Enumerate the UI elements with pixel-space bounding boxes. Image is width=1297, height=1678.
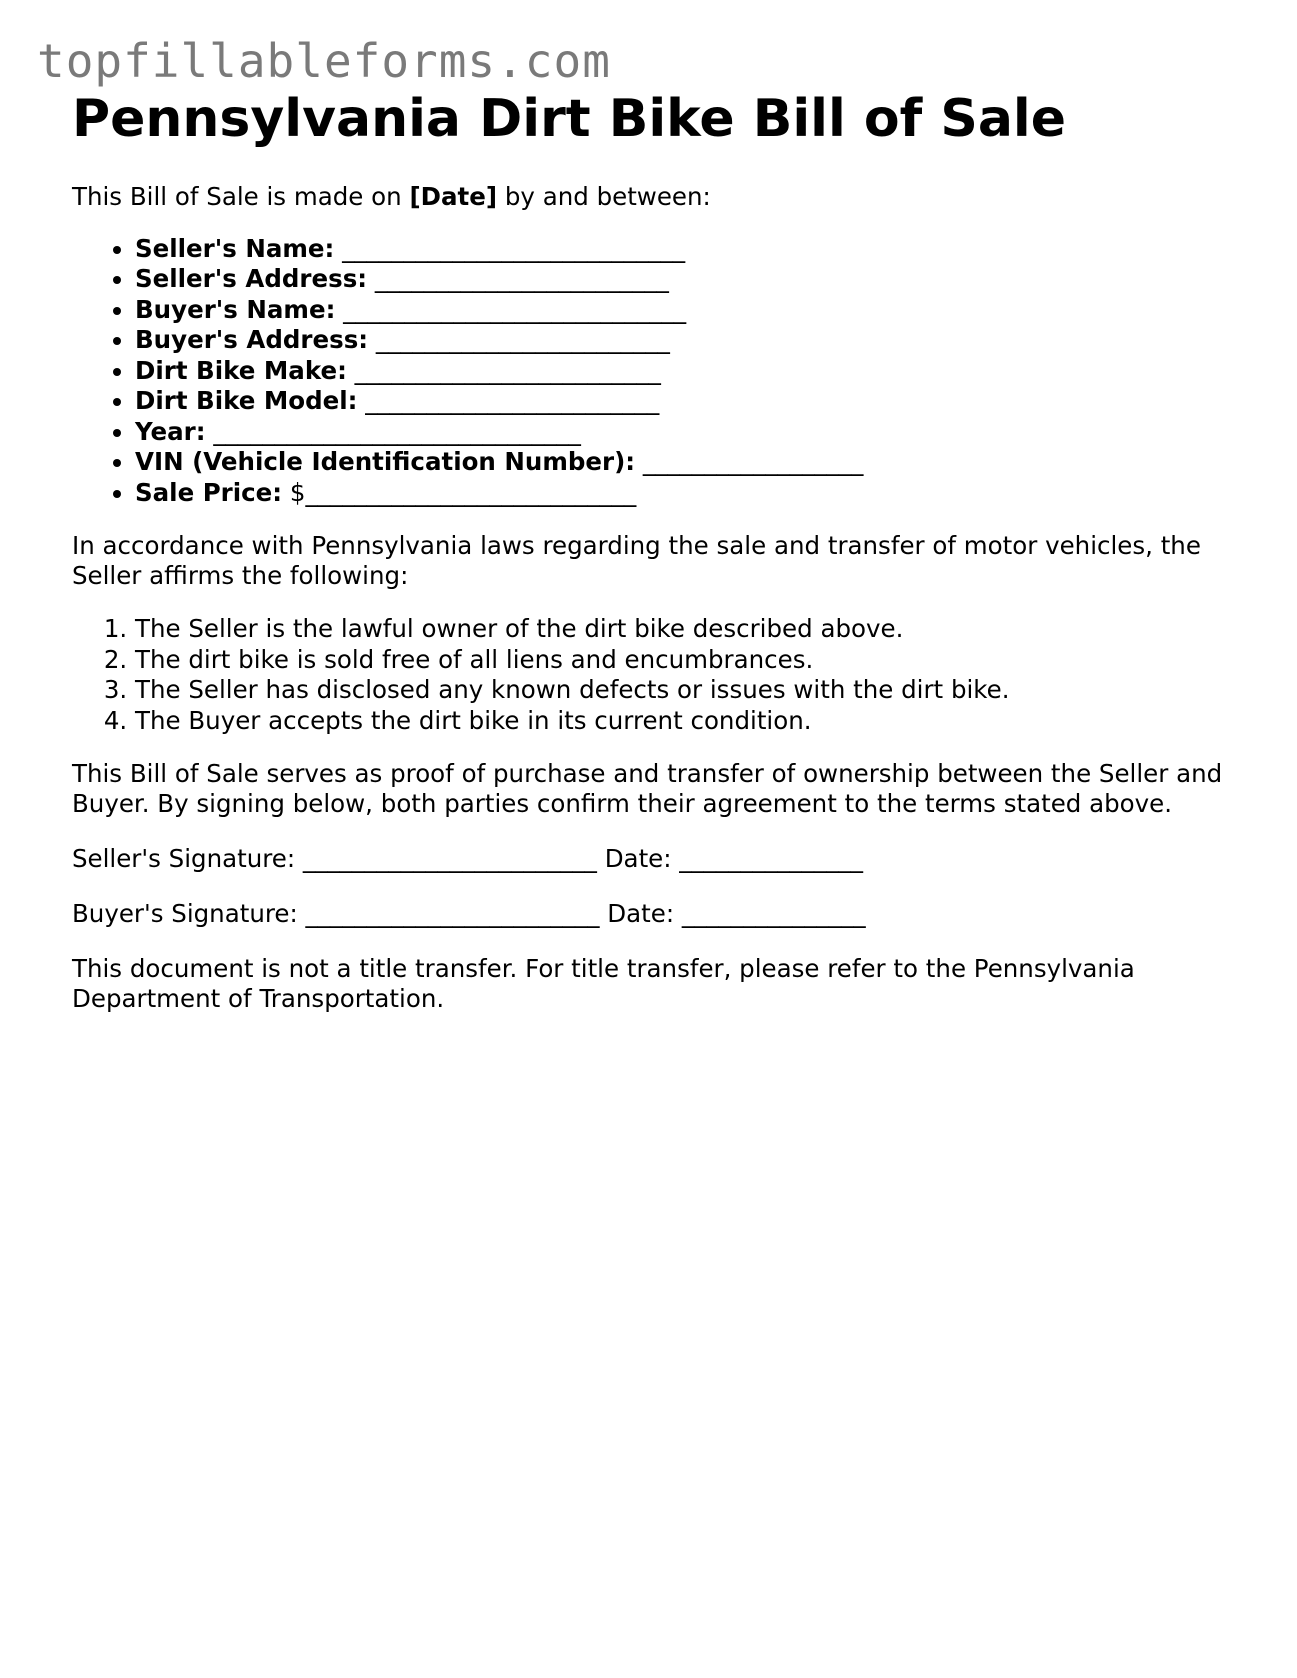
field-label: Seller's Address: [135, 264, 368, 294]
seller-signature-line[interactable]: Seller's Signature: ________________________ Date: _______________ [72, 844, 864, 874]
affirmation-item: 4. The Buyer accepts the dirt bike in its current condition. [135, 706, 1232, 737]
field-label: Buyer's Address: [135, 325, 369, 355]
affirmation-item: 2. The dirt bike is sold free of all liens and encumbrances. [135, 645, 1232, 676]
field-label: Year: [135, 416, 206, 446]
field-seller-address [135, 264, 1232, 295]
field-buyer-address [135, 325, 1232, 356]
field-label: Dirt Bike Model: [135, 386, 358, 416]
field-vin [135, 447, 1232, 478]
field-blank[interactable]: ________________________ [368, 325, 670, 355]
field-label: VIN (Vehicle Identification Number): [135, 447, 636, 477]
field-dirt-bike-make [135, 356, 1232, 387]
intro-before: This Bill of Sale is made on [72, 181, 410, 211]
field-label: Buyer's Name: [135, 294, 336, 324]
intro-after: by and between: [497, 181, 711, 211]
field-label: Seller's Name: [135, 233, 335, 263]
affirmation-item: 3. The Seller has disclosed any known defects or issues with the dirt bike. [135, 675, 1232, 706]
field-year [135, 417, 1232, 448]
field-blank[interactable]: $___________________________ [282, 477, 637, 507]
party-fields-list [72, 234, 1232, 509]
field-label: Dirt Bike Make: [135, 355, 347, 385]
field-blank[interactable]: ____________________________ [335, 294, 687, 324]
field-label: Sale Price: [135, 477, 283, 507]
document-title: Pennsylvania Dirt Bike Bill of Sale [72, 89, 1067, 149]
field-seller-name [135, 234, 1232, 265]
field-buyer-name [135, 295, 1232, 326]
buyer-signature-line[interactable]: Buyer's Signature: ________________________ Date: _______________ [72, 899, 866, 929]
accordance-paragraph: In accordance with Pennsylvania laws regarding the sale and transfer of motor vehicles, the Seller affirms the following: [72, 531, 1201, 591]
intro-paragraph [72, 182, 1232, 212]
watermark: topfillableforms.com [37, 34, 611, 88]
field-blank[interactable]: _________________________ [346, 355, 661, 385]
field-blank[interactable]: ________________________ [367, 264, 669, 294]
field-blank[interactable]: ______________________________ [205, 416, 581, 446]
date-placeholder: [Date] [409, 181, 498, 211]
field-blank[interactable]: __________________ [635, 447, 864, 477]
field-sale-price [135, 478, 1232, 509]
affirmations-list [72, 614, 1232, 736]
field-blank[interactable]: ________________________ [357, 386, 660, 416]
field-dirt-bike-model [135, 386, 1232, 417]
field-blank[interactable]: ____________________________ [334, 233, 686, 263]
document-page [72, 90, 1232, 1014]
title-transfer-note: This document is not a title transfer. For title transfer, please refer to the Pennsylvania Department of Transportation. [72, 954, 1135, 1014]
proof-paragraph: This Bill of Sale serves as proof of purchase and transfer of ownership between the Seller and Buyer. By signing below, both parties confirm their agreement to the terms stated above. [72, 759, 1223, 819]
affirmation-item: 1. The Seller is the lawful owner of the dirt bike described above. [135, 614, 1232, 645]
